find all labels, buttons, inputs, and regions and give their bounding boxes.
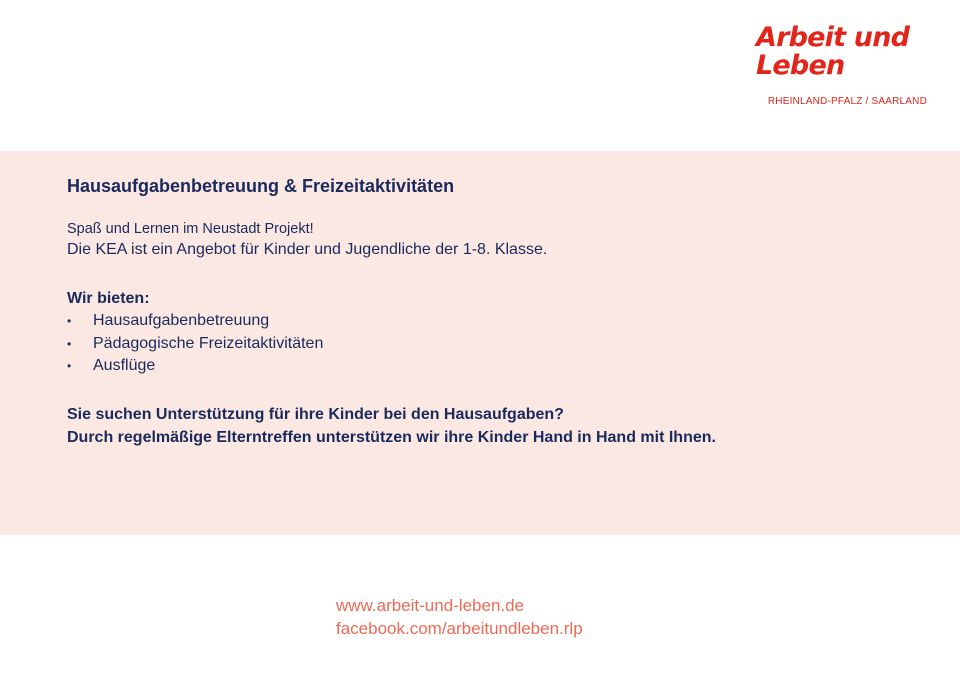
offers-list (67, 310, 927, 378)
list-item (67, 310, 927, 333)
info-content (67, 174, 927, 449)
footer-links (336, 594, 583, 640)
bullet-icon: • (67, 314, 72, 328)
page-title: Hausaufgabenbetreuung & Freizeitaktivitäten (67, 176, 455, 196)
list-item (67, 355, 927, 378)
offers-heading: Wir bieten: (67, 290, 150, 307)
closing-question: Sie suchen Unterstützung für ihre Kinder bei den Hausaufgaben? (67, 405, 564, 423)
logo-line-2: Leben (756, 50, 845, 81)
offer-label: Pädagogische Freizeitaktivitäten (93, 334, 324, 352)
logo-line-1: Arbeit und (756, 22, 910, 53)
website-link[interactable]: www.arbeit-und-leben.de (336, 596, 525, 615)
bullet-icon: • (67, 336, 72, 351)
closing-statement: Durch regelmäßige Elterntreffen unterstützen wir ihre Kinder Hand in Hand mit Ihnen. (67, 428, 716, 446)
intro-tagline: Spaß und Lernen im Neustadt Projekt! (67, 221, 314, 237)
closing-text (67, 403, 927, 449)
offer-label: Ausflüge (93, 357, 156, 374)
brand-logo (756, 24, 926, 80)
offer-label: Hausaufgabenbetreuung (93, 312, 270, 329)
intro-description: Die KEA ist ein Angebot für Kinder und Jugendliche der 1-8. Klasse. (67, 241, 548, 258)
logo-subtitle: RHEINLAND-PFALZ / SAARLAND (767, 96, 927, 107)
facebook-link[interactable]: facebook.com/arbeitundleben.rlp (336, 619, 583, 638)
list-item (67, 333, 927, 356)
bullet-icon: • (67, 359, 72, 373)
